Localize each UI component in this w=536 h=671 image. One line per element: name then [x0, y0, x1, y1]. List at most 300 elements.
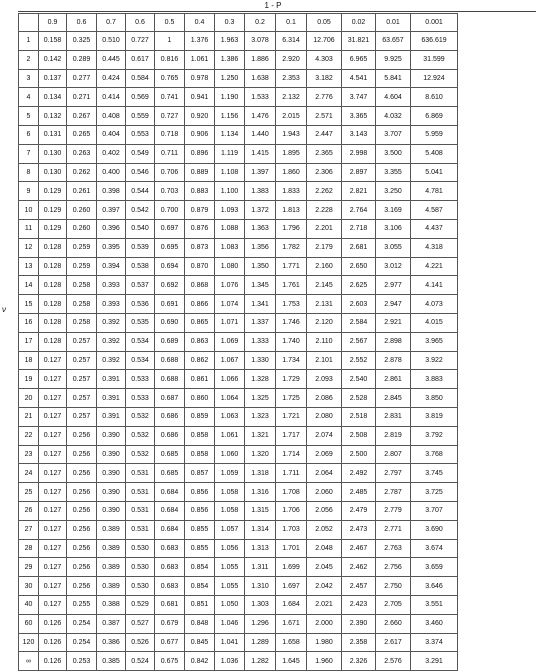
- table-cell: 1.725: [276, 389, 307, 408]
- table-cell: 2.750: [376, 577, 411, 596]
- t-distribution-table: [18, 13, 458, 671]
- table-cell: 0.526: [126, 633, 155, 652]
- table-cell: 2.390: [342, 614, 376, 633]
- table-cell: 2.326: [342, 652, 376, 671]
- table-cell: 31.821: [342, 32, 376, 51]
- table-cell: 4.073: [411, 295, 458, 314]
- table-cell: 2.101: [307, 351, 342, 370]
- table-cell: 2.779: [376, 501, 411, 520]
- table-row: [19, 633, 458, 652]
- table-cell: 0.854: [185, 558, 215, 577]
- table-cell: 2.485: [342, 483, 376, 502]
- table-cell: 6.314: [276, 32, 307, 51]
- table-cell: 3.551: [411, 595, 458, 614]
- table-cell: 1: [155, 32, 185, 51]
- table-cell: 0.256: [67, 445, 97, 464]
- table-cell: 2.093: [307, 370, 342, 389]
- table-cell: 0.533: [126, 370, 155, 389]
- table-cell: 0.692: [155, 276, 185, 295]
- table-row: [19, 313, 458, 332]
- table-cell: 0.549: [126, 144, 155, 163]
- table-cell: 0.424: [97, 69, 126, 88]
- table-cell: 0.688: [155, 370, 185, 389]
- table-cell: 1.886: [245, 50, 276, 69]
- table-cell: 0.681: [155, 595, 185, 614]
- table-cell: 4.318: [411, 238, 458, 257]
- table-cell: 2.898: [376, 332, 411, 351]
- table-row: [19, 407, 458, 426]
- table-cell: 3.707: [376, 125, 411, 144]
- row-label: 5: [19, 107, 39, 126]
- table-cell: 2.160: [307, 257, 342, 276]
- table-cell: 0.388: [97, 595, 126, 614]
- table-cell: 0.842: [185, 652, 215, 671]
- table-cell: 0.127: [39, 595, 67, 614]
- table-cell: 0.127: [39, 558, 67, 577]
- column-header: 0.5: [155, 14, 185, 32]
- table-cell: 0.127: [39, 483, 67, 502]
- table-cell: 0.539: [126, 238, 155, 257]
- table-cell: 0.690: [155, 313, 185, 332]
- row-label: 27: [19, 520, 39, 539]
- table-cell: 0.978: [185, 69, 215, 88]
- table-cell: 2.179: [307, 238, 342, 257]
- table-cell: 1.345: [245, 276, 276, 295]
- row-label: 120: [19, 633, 39, 652]
- table-cell: 2.819: [376, 426, 411, 445]
- table-cell: 0.584: [126, 69, 155, 88]
- table-cell: 2.145: [307, 276, 342, 295]
- table-cell: 0.510: [97, 32, 126, 51]
- row-label: 29: [19, 558, 39, 577]
- table-cell: 2.056: [307, 501, 342, 520]
- table-cell: 1.860: [276, 163, 307, 182]
- table-cell: 3.169: [376, 201, 411, 220]
- table-cell: 0.727: [126, 32, 155, 51]
- table-cell: 0.289: [67, 50, 97, 69]
- table-cell: 1.671: [276, 614, 307, 633]
- table-cell: 2.064: [307, 464, 342, 483]
- table-cell: 4.587: [411, 201, 458, 220]
- table-cell: 0.524: [126, 652, 155, 671]
- table-cell: 4.141: [411, 276, 458, 295]
- table-cell: 1.813: [276, 201, 307, 220]
- table-cell: 2.074: [307, 426, 342, 445]
- table-cell: 2.131: [307, 295, 342, 314]
- table-cell: 0.325: [67, 32, 97, 51]
- table-cell: 9.925: [376, 50, 411, 69]
- table-cell: 0.263: [67, 144, 97, 163]
- column-header: 0.05: [307, 14, 342, 32]
- table-cell: 0.256: [67, 520, 97, 539]
- table-cell: 0.404: [97, 125, 126, 144]
- table-cell: 4.221: [411, 257, 458, 276]
- row-label: 16: [19, 313, 39, 332]
- table-cell: 0.271: [67, 88, 97, 107]
- table-cell: 0.532: [126, 407, 155, 426]
- table-cell: 0.863: [185, 332, 215, 351]
- table-cell: 0.386: [97, 633, 126, 652]
- table-cell: 0.858: [185, 445, 215, 464]
- table-cell: 3.690: [411, 520, 458, 539]
- table-cell: 3.883: [411, 370, 458, 389]
- table-cell: 3.745: [411, 464, 458, 483]
- table-cell: 0.534: [126, 332, 155, 351]
- table-cell: 0.127: [39, 426, 67, 445]
- table-cell: 2.365: [307, 144, 342, 163]
- table-cell: 0.127: [39, 577, 67, 596]
- table-cell: 0.684: [155, 520, 185, 539]
- table-cell: 2.603: [342, 295, 376, 314]
- table-cell: 0.390: [97, 483, 126, 502]
- table-cell: 0.920: [185, 107, 215, 126]
- table-cell: 1.333: [245, 332, 276, 351]
- table-cell: 0.128: [39, 295, 67, 314]
- table-cell: 4.015: [411, 313, 458, 332]
- table-cell: 0.126: [39, 633, 67, 652]
- table-cell: 0.414: [97, 88, 126, 107]
- table-cell: 1.083: [215, 238, 245, 257]
- table-cell: 3.965: [411, 332, 458, 351]
- table-cell: 1.074: [215, 295, 245, 314]
- row-label: 6: [19, 125, 39, 144]
- table-cell: 2.042: [307, 577, 342, 596]
- table-cell: 0.679: [155, 614, 185, 633]
- table-cell: 4.437: [411, 219, 458, 238]
- table-cell: 0.538: [126, 257, 155, 276]
- table-cell: 0.257: [67, 407, 97, 426]
- table-cell: 2.492: [342, 464, 376, 483]
- table-cell: 0.862: [185, 351, 215, 370]
- table-cell: 1.313: [245, 539, 276, 558]
- table-cell: 4.604: [376, 88, 411, 107]
- table-cell: 0.876: [185, 219, 215, 238]
- table-cell: 0.531: [126, 520, 155, 539]
- table-cell: 0.267: [67, 107, 97, 126]
- table-cell: 2.358: [342, 633, 376, 652]
- table-cell: 1.119: [215, 144, 245, 163]
- table-row: [19, 351, 458, 370]
- table-cell: 3.106: [376, 219, 411, 238]
- table-cell: 2.681: [342, 238, 376, 257]
- table-cell: 0.390: [97, 445, 126, 464]
- table-cell: 3.365: [342, 107, 376, 126]
- table-cell: 0.127: [39, 501, 67, 520]
- table-cell: 0.727: [155, 107, 185, 126]
- table-cell: 0.129: [39, 219, 67, 238]
- table-cell: 2.015: [276, 107, 307, 126]
- table-cell: 1.323: [245, 407, 276, 426]
- table-cell: 0.408: [97, 107, 126, 126]
- table-cell: 0.277: [67, 69, 97, 88]
- table-cell: 0.127: [39, 351, 67, 370]
- table-cell: 0.261: [67, 182, 97, 201]
- table-row: [19, 257, 458, 276]
- row-label: 30: [19, 577, 39, 596]
- table-cell: 0.765: [155, 69, 185, 88]
- table-cell: 1.645: [276, 652, 307, 671]
- table-cell: 1.980: [307, 633, 342, 652]
- table-cell: 1.134: [215, 125, 245, 144]
- table-cell: 2.060: [307, 483, 342, 502]
- table-cell: 1.100: [215, 182, 245, 201]
- table-cell: 0.533: [126, 389, 155, 408]
- table-cell: 6.869: [411, 107, 458, 126]
- table-cell: 0.569: [126, 88, 155, 107]
- table-cell: 0.536: [126, 295, 155, 314]
- table-cell: 5.959: [411, 125, 458, 144]
- table-cell: 1.059: [215, 464, 245, 483]
- table-row: [19, 520, 458, 539]
- row-label: 3: [19, 69, 39, 88]
- table-cell: 0.256: [67, 501, 97, 520]
- table-cell: 1.833: [276, 182, 307, 201]
- table-cell: 3.250: [376, 182, 411, 201]
- table-cell: 1.058: [215, 483, 245, 502]
- table-cell: 3.646: [411, 577, 458, 596]
- column-header: 0.7: [97, 14, 126, 32]
- table-cell: 0.546: [126, 163, 155, 182]
- table-cell: 0.677: [155, 633, 185, 652]
- table-cell: 12.924: [411, 69, 458, 88]
- table-cell: 2.845: [376, 389, 411, 408]
- table-cell: 8.610: [411, 88, 458, 107]
- table-row: [19, 501, 458, 520]
- table-cell: 0.868: [185, 276, 215, 295]
- table-cell: 0.816: [155, 50, 185, 69]
- table-cell: 1.386: [215, 50, 245, 69]
- row-label: 11: [19, 219, 39, 238]
- table-cell: 0.127: [39, 407, 67, 426]
- table-cell: 1.061: [215, 426, 245, 445]
- table-cell: 1.063: [215, 407, 245, 426]
- table-cell: 0.396: [97, 219, 126, 238]
- table-cell: 0.256: [67, 483, 97, 502]
- table-cell: 2.878: [376, 351, 411, 370]
- row-variable-label: ν: [2, 305, 6, 314]
- table-cell: 1.046: [215, 614, 245, 633]
- column-header: 0.6: [67, 14, 97, 32]
- table-cell: 0.529: [126, 595, 155, 614]
- table-cell: 0.257: [67, 351, 97, 370]
- table-cell: 0.390: [97, 426, 126, 445]
- column-header: 0.6: [126, 14, 155, 32]
- table-cell: 2.718: [342, 219, 376, 238]
- table-cell: 0.532: [126, 426, 155, 445]
- table-row: [19, 426, 458, 445]
- column-group-header: 1 - P: [264, 1, 282, 10]
- table-cell: 2.457: [342, 577, 376, 596]
- table-cell: 3.747: [342, 88, 376, 107]
- table-cell: 2.756: [376, 558, 411, 577]
- table-cell: 0.683: [155, 539, 185, 558]
- table-row: [19, 332, 458, 351]
- table-cell: 1.060: [215, 445, 245, 464]
- table-cell: 3.768: [411, 445, 458, 464]
- column-header: 0.4: [185, 14, 215, 32]
- table-cell: 1.960: [307, 652, 342, 671]
- table-row: [19, 539, 458, 558]
- table-cell: 0.865: [185, 313, 215, 332]
- table-cell: 0.687: [155, 389, 185, 408]
- table-cell: 0.527: [126, 614, 155, 633]
- column-header: 0.01: [376, 14, 411, 32]
- table-cell: 3.922: [411, 351, 458, 370]
- table-cell: 0.126: [39, 614, 67, 633]
- table-cell: 0.391: [97, 389, 126, 408]
- table-cell: 2.763: [376, 539, 411, 558]
- table-cell: 2.462: [342, 558, 376, 577]
- table-cell: 31.599: [411, 50, 458, 69]
- table-cell: 0.389: [97, 520, 126, 539]
- table-cell: 0.258: [67, 295, 97, 314]
- table-cell: 0.855: [185, 520, 215, 539]
- table-cell: 0.392: [97, 332, 126, 351]
- table-cell: 0.685: [155, 445, 185, 464]
- table-row: [19, 464, 458, 483]
- table-cell: 2.508: [342, 426, 376, 445]
- table-cell: 1.325: [245, 389, 276, 408]
- table-cell: 2.776: [307, 88, 342, 107]
- table-cell: 4.781: [411, 182, 458, 201]
- table-cell: 2.000: [307, 614, 342, 633]
- table-cell: 0.686: [155, 407, 185, 426]
- table-cell: 3.819: [411, 407, 458, 426]
- table-cell: 0.254: [67, 614, 97, 633]
- table-row: [19, 445, 458, 464]
- table-cell: 2.705: [376, 595, 411, 614]
- table-cell: 2.353: [276, 69, 307, 88]
- table-row: [19, 238, 458, 257]
- table-cell: 0.131: [39, 125, 67, 144]
- corner-cell: [19, 14, 39, 32]
- table-cell: 636.619: [411, 32, 458, 51]
- table-cell: 1.076: [215, 276, 245, 295]
- table-cell: 12.706: [307, 32, 342, 51]
- table-cell: 1.330: [245, 351, 276, 370]
- table-cell: 0.531: [126, 483, 155, 502]
- table-cell: 0.861: [185, 370, 215, 389]
- table-cell: 3.792: [411, 426, 458, 445]
- table-cell: 0.395: [97, 238, 126, 257]
- table-row: [19, 88, 458, 107]
- table-cell: 1.895: [276, 144, 307, 163]
- table-cell: 0.718: [155, 125, 185, 144]
- table-cell: 2.021: [307, 595, 342, 614]
- table-cell: 1.684: [276, 595, 307, 614]
- table-cell: 0.130: [39, 163, 67, 182]
- table-cell: 0.134: [39, 88, 67, 107]
- table-row: [19, 107, 458, 126]
- table-cell: 2.571: [307, 107, 342, 126]
- table-cell: 2.052: [307, 520, 342, 539]
- table-cell: 0.257: [67, 389, 97, 408]
- table-cell: 1.782: [276, 238, 307, 257]
- table-cell: 2.228: [307, 201, 342, 220]
- table-cell: 1.289: [245, 633, 276, 652]
- row-label: 60: [19, 614, 39, 633]
- table-cell: 1.056: [215, 539, 245, 558]
- table-cell: 0.129: [39, 201, 67, 220]
- table-cell: 1.071: [215, 313, 245, 332]
- table-row: [19, 125, 458, 144]
- table-cell: 0.695: [155, 238, 185, 257]
- table-cell: 1.734: [276, 351, 307, 370]
- table-cell: 0.127: [39, 445, 67, 464]
- table-cell: 2.262: [307, 182, 342, 201]
- table-cell: 2.518: [342, 407, 376, 426]
- table-cell: 1.064: [215, 389, 245, 408]
- table-cell: 3.500: [376, 144, 411, 163]
- table-cell: 0.393: [97, 276, 126, 295]
- table-cell: 2.086: [307, 389, 342, 408]
- table-cell: 1.061: [185, 50, 215, 69]
- table-cell: 0.258: [67, 276, 97, 295]
- table-cell: 1.711: [276, 464, 307, 483]
- table-cell: 0.256: [67, 464, 97, 483]
- row-label: 40: [19, 595, 39, 614]
- table-cell: 0.540: [126, 219, 155, 238]
- table-cell: 2.771: [376, 520, 411, 539]
- table-cell: 0.559: [126, 107, 155, 126]
- table-cell: 1.771: [276, 257, 307, 276]
- table-cell: 1.067: [215, 351, 245, 370]
- table-cell: 0.534: [126, 351, 155, 370]
- table-cell: 5.041: [411, 163, 458, 182]
- table-cell: 1.316: [245, 483, 276, 502]
- table-cell: 2.650: [342, 257, 376, 276]
- table-cell: 3.291: [411, 652, 458, 671]
- table-cell: 0.531: [126, 501, 155, 520]
- column-header: 0.2: [245, 14, 276, 32]
- table-cell: 1.363: [245, 219, 276, 238]
- table-cell: 63.657: [376, 32, 411, 51]
- table-cell: 0.390: [97, 464, 126, 483]
- table-cell: 2.069: [307, 445, 342, 464]
- table-cell: 0.857: [185, 464, 215, 483]
- table-cell: 0.689: [155, 332, 185, 351]
- table-cell: 2.921: [376, 313, 411, 332]
- table-cell: 1.156: [215, 107, 245, 126]
- table-cell: 0.256: [67, 539, 97, 558]
- table-row: [19, 652, 458, 671]
- table-cell: 0.390: [97, 501, 126, 520]
- table-row: [19, 182, 458, 201]
- table-cell: 0.856: [185, 483, 215, 502]
- table-row: [19, 614, 458, 633]
- table-cell: 0.531: [126, 464, 155, 483]
- table-cell: 0.866: [185, 295, 215, 314]
- table-cell: 1.282: [245, 652, 276, 671]
- table-cell: 0.393: [97, 295, 126, 314]
- row-label: 10: [19, 201, 39, 220]
- table-cell: 1.093: [215, 201, 245, 220]
- table-cell: 3.460: [411, 614, 458, 633]
- table-row: [19, 163, 458, 182]
- row-label: 18: [19, 351, 39, 370]
- table-cell: 0.128: [39, 276, 67, 295]
- table-cell: 1.721: [276, 407, 307, 426]
- row-label: 1: [19, 32, 39, 51]
- table-cell: 0.400: [97, 163, 126, 182]
- table-cell: 0.142: [39, 50, 67, 69]
- row-label: ∞: [19, 652, 39, 671]
- table-cell: 0.858: [185, 426, 215, 445]
- table-cell: 1.108: [215, 163, 245, 182]
- table-cell: 0.398: [97, 182, 126, 201]
- table-cell: 0.617: [126, 50, 155, 69]
- table-cell: 0.906: [185, 125, 215, 144]
